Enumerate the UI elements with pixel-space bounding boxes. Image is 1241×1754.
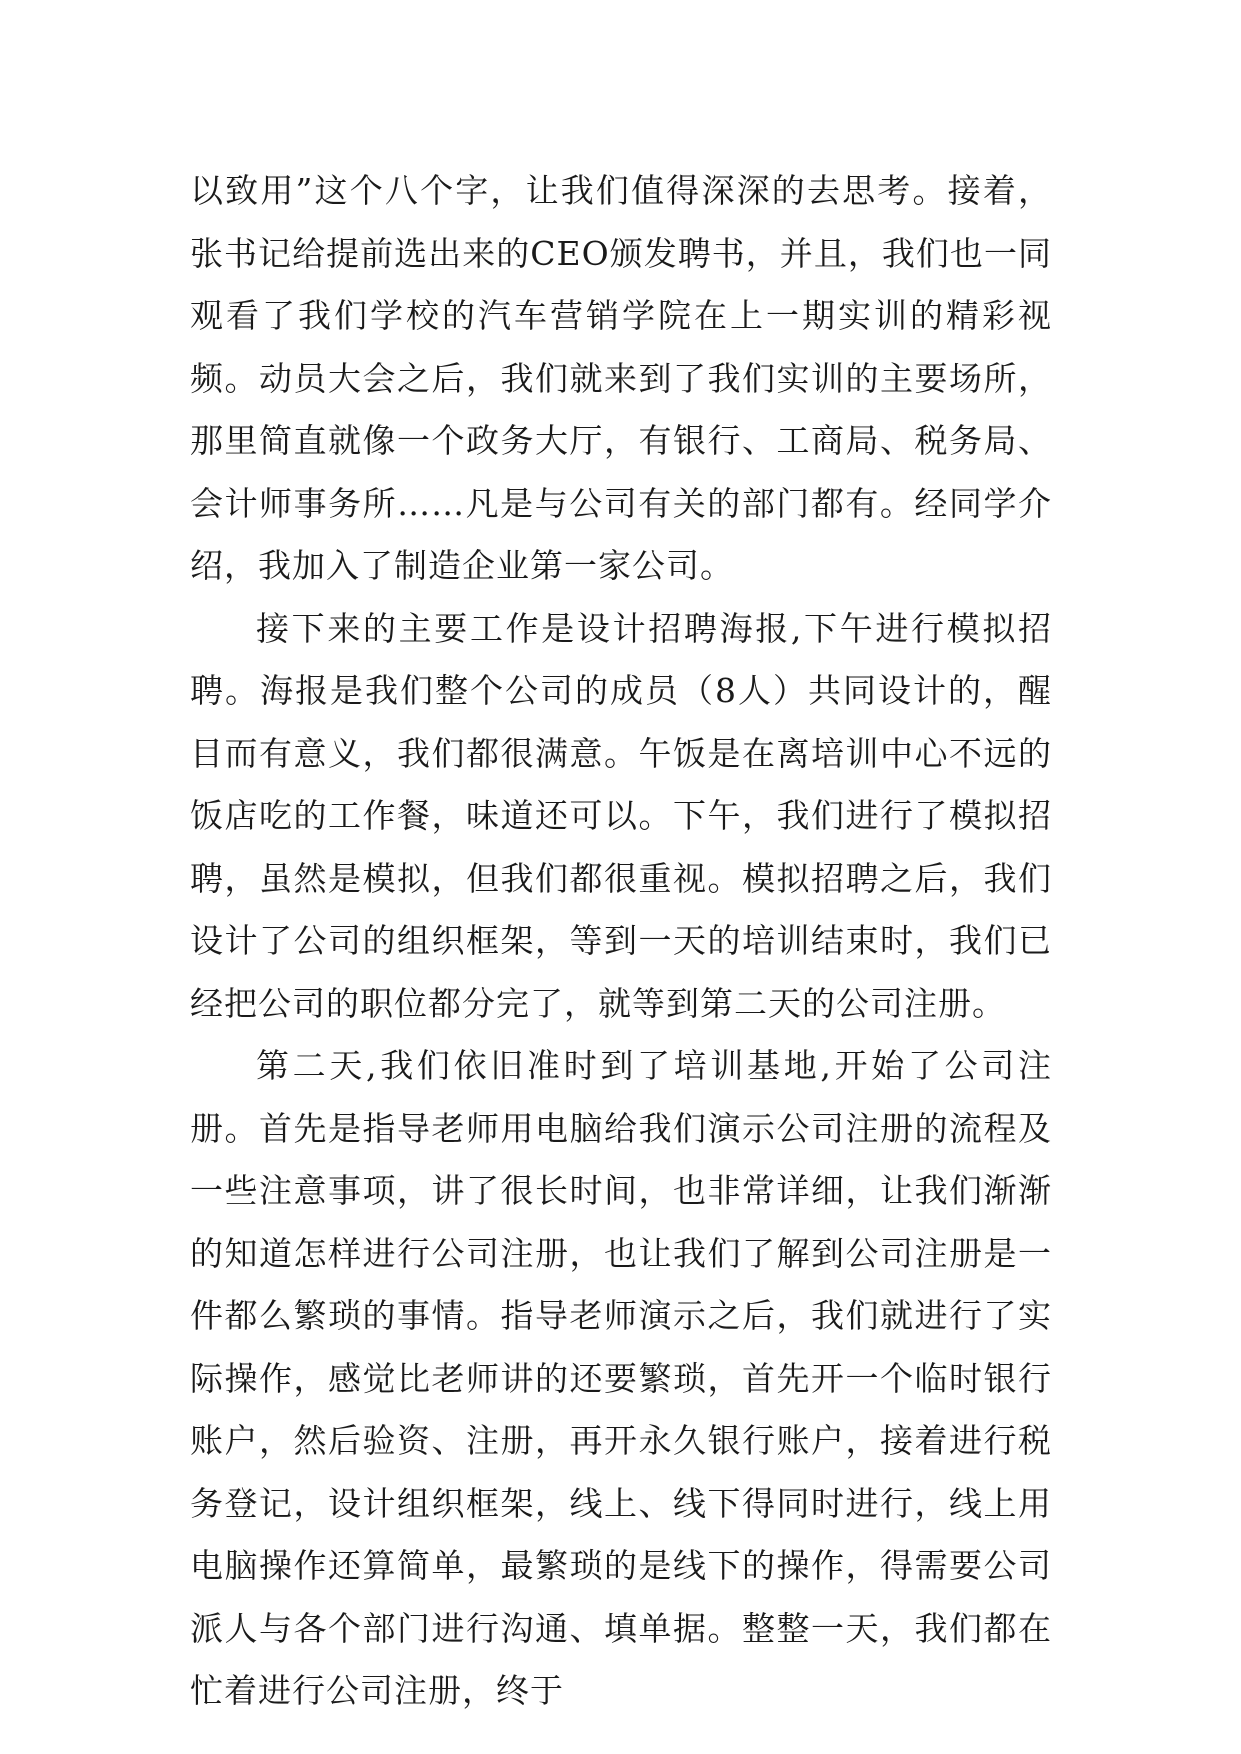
document-body	[190, 160, 1052, 1723]
paragraph-2: 接下来的主要工作是设计招聘海报,下午进行模拟招聘。海报是我们整个公司的成员（8人）共同设计的，醒目而有意义，我们都很满意。午饭是在离培训中心不远的饭店吃的工作餐，味道还可以。下午，我们进行了模拟招聘，虽然是模拟，但我们都很重视。模拟招聘之后，我们设计了公司的组织框架，等到一天的培训结束时，我们已经把公司的职位都分完了，就等到第二天的公司注册。	[190, 608, 1052, 1023]
paragraph-3: 第二天,我们依旧准时到了培训基地,开始了公司注册。首先是指导老师用电脑给我们演示公司注册的流程及一些注意事项，讲了很长时间，也非常详细，让我们渐渐的知道怎样进行公司注册，也让我们了解到公司注册是一件都么繁琐的事情。指导老师演示之后，我们就进行了实际操作，感觉比老师讲的还要繁琐，首先开一个临时银行账户，然后验资、注册，再开永久银行账户，接着进行税务登记，设计组织框架，线上、线下得同时进行，线上用电脑操作还算简单，最繁琐的是线下的操作，得需要公司派人与各个部门进行沟通、填单据。整整一天，我们都在忙着进行公司注册，终于	[190, 1046, 1052, 1710]
paragraph-1: 以致用”这个八个字，让我们值得深深的去思考。接着，张书记给提前选出来的CEO颁发聘书，并且，我们也一同观看了我们学校的汽车营销学院在上一期实训的精彩视频。动员大会之后，我们就来到了我们实训的主要场所，那里简直就像一个政务大厅，有银行、工商局、税务局、会计师事务所……凡是与公司有关的部门都有。经同学介绍，我加入了制造企业第一家公司。	[190, 171, 1052, 585]
